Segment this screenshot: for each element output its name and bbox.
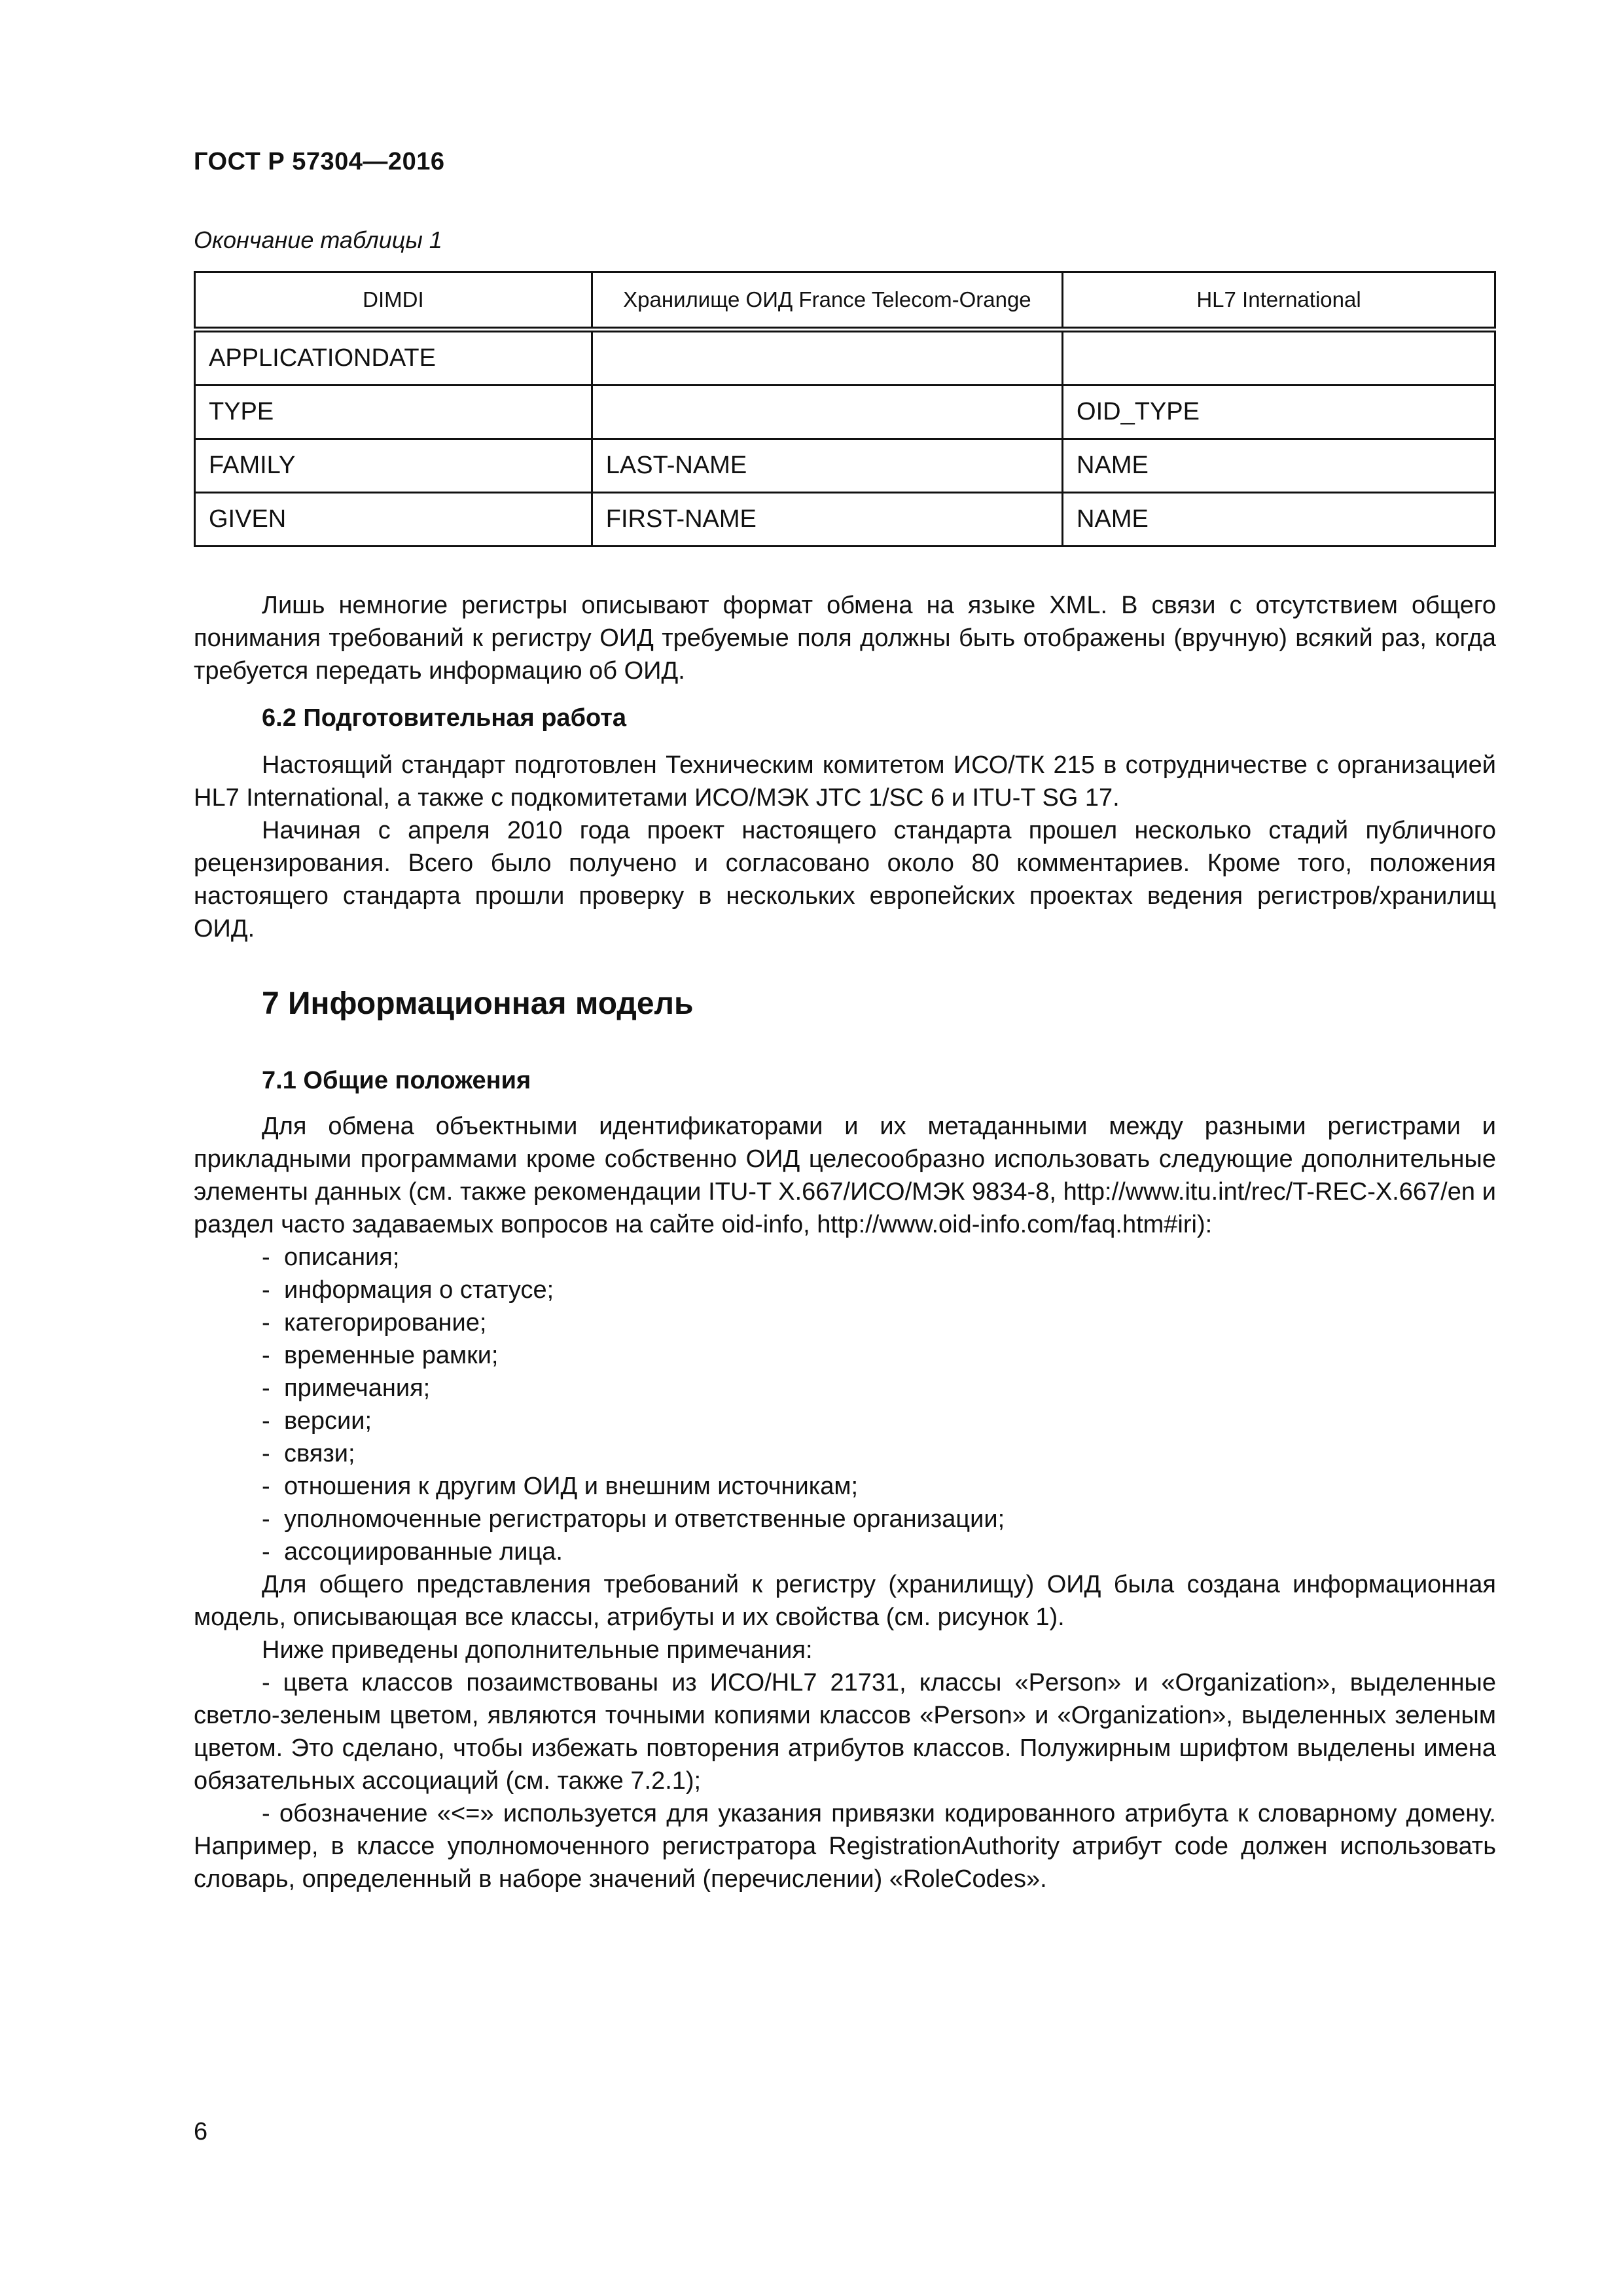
table-cell: FIRST-NAME [592, 493, 1062, 547]
table-row [195, 330, 1495, 386]
list-marker: - [262, 1244, 270, 1271]
table-cell: APPLICATIONDATE [195, 330, 592, 386]
list-item: - отношения к другим ОИД и внешним источникам; [194, 1470, 1496, 1503]
list-item: - категорирование; [194, 1306, 1496, 1339]
list-item: - описания; [194, 1241, 1496, 1274]
paragraph-binding-note: - обозначение «<=» используется для указания привязки кодированного атрибута к словарному домену. Например, в классе уполномоченного регистратора RegistrationAuthority атрибут code должен использовать словарь, определенный в наборе значений (перечислении) «RoleCodes». [194, 1800, 1496, 1893]
table-cell: GIVEN [195, 493, 592, 547]
oid-mapping-table [194, 271, 1496, 547]
page-number: 6 [194, 2118, 208, 2145]
list-item: - версии; [194, 1405, 1496, 1437]
paragraph-prepared-by: Настоящий стандарт подготовлен Техническим комитетом ИСО/ТК 215 в сотрудничестве с организацией HL7 International, а также с подкомитетами ИСО/МЭК JTC 1/SC 6 и ITU-T SG 17. [194, 751, 1496, 812]
table-cell [592, 386, 1062, 439]
list-item: - связи; [194, 1437, 1496, 1470]
list-item: - информация о статусе; [194, 1274, 1496, 1306]
list-marker: - [262, 1505, 270, 1533]
table-header-row [195, 272, 1495, 330]
paragraph-information-model: Для общего представления требований к регистру (хранилищу) ОИД была создана информационная модель, описывающая все классы, атрибуты и их свойства (см. рисунок 1). [194, 1571, 1496, 1631]
paragraph-xml-exchange: Лишь немногие регистры описывают формат обмена на языке XML. В связи с отсутствием общего понимания требований к регистру ОИД требуемые поля должны быть отображены (вручную) всякий раз, когда требуется передать информацию об ОИД. [194, 592, 1496, 685]
document-code: ГОСТ Р 57304—2016 [194, 148, 445, 175]
table-cell: NAME [1063, 439, 1495, 493]
list-item: - уполномоченные регистраторы и ответственные организации; [194, 1503, 1496, 1535]
table-cell: OID_TYPE [1063, 386, 1495, 439]
table-cell [592, 330, 1062, 386]
main-text [194, 589, 1496, 1895]
section-heading-7-1: 7.1 Общие положения [262, 1067, 531, 1094]
table-cell: LAST-NAME [592, 439, 1062, 493]
list-marker: - [262, 1473, 270, 1500]
table-caption: Окончание таблицы 1 [194, 226, 442, 253]
list-marker: - [262, 1276, 270, 1304]
paragraph-notes-intro: Ниже приведены дополнительные примечания: [262, 1636, 813, 1664]
table-cell: TYPE [195, 386, 592, 439]
list-item: - примечания; [194, 1372, 1496, 1405]
column-header-hl7: HL7 International [1063, 272, 1495, 330]
list-item: - временные рамки; [194, 1339, 1496, 1372]
paragraph-review-history: Начиная с апреля 2010 года проект настоящего стандарта прошел несколько стадий публичного рецензирования. Всего было получено и согласовано около 80 комментариев. Кроме того, положения настоящего стандарта прошли проверку в нескольких европейских проектах ведения регистров/хранилищ ОИД. [194, 817, 1496, 942]
column-header-france-telecom: Хранилище ОИД France Telecom-Orange [592, 272, 1062, 330]
table-row [195, 493, 1495, 547]
section-heading-6-2: 6.2 Подготовительная работа [262, 704, 627, 732]
table-row [195, 386, 1495, 439]
list-marker: - [262, 1374, 270, 1402]
paragraph-additional-elements: Для обмена объектными идентификаторами и их метаданными между разными регистрами и прикладными программами кроме собственно ОИД целесообразно использовать следующие дополнительные элементы данных (см. также рекомендации ITU-T X.667/ИСО/МЭК 9834-8, http://www.itu.int/rec/T-REC-X.667/en и раздел часто задаваемых вопросов на сайте oid-info, http://www.oid-info.com/faq.htm#iri): [194, 1113, 1496, 1238]
list-marker: - [262, 1538, 270, 1566]
table-row [195, 439, 1495, 493]
list-marker: - [262, 1440, 270, 1467]
table-cell: FAMILY [195, 439, 592, 493]
data-elements-list [194, 1241, 1496, 1568]
table-cell [1063, 330, 1495, 386]
paragraph-class-colors-note: - цвета классов позаимствованы из ИСО/HL7 21731, классы «Person» и «Organization», выделенные светло-зеленым цветом, являются точными копиями классов «Person» и «Organization», выделенных зеленым цветом. Это сделано, чтобы избежать повторения атрибутов классов. Полужирным шрифтом выделены имена обязательных ассоциаций (см. также 7.2.1); [194, 1669, 1496, 1795]
list-item: - ассоциированные лица. [194, 1535, 1496, 1568]
list-marker: - [262, 1309, 270, 1336]
section-heading-7: 7 Информационная модель [262, 986, 694, 1021]
column-header-dimdi: DIMDI [195, 272, 592, 330]
list-marker: - [262, 1342, 270, 1369]
list-marker: - [262, 1407, 270, 1435]
table-cell: NAME [1063, 493, 1495, 547]
